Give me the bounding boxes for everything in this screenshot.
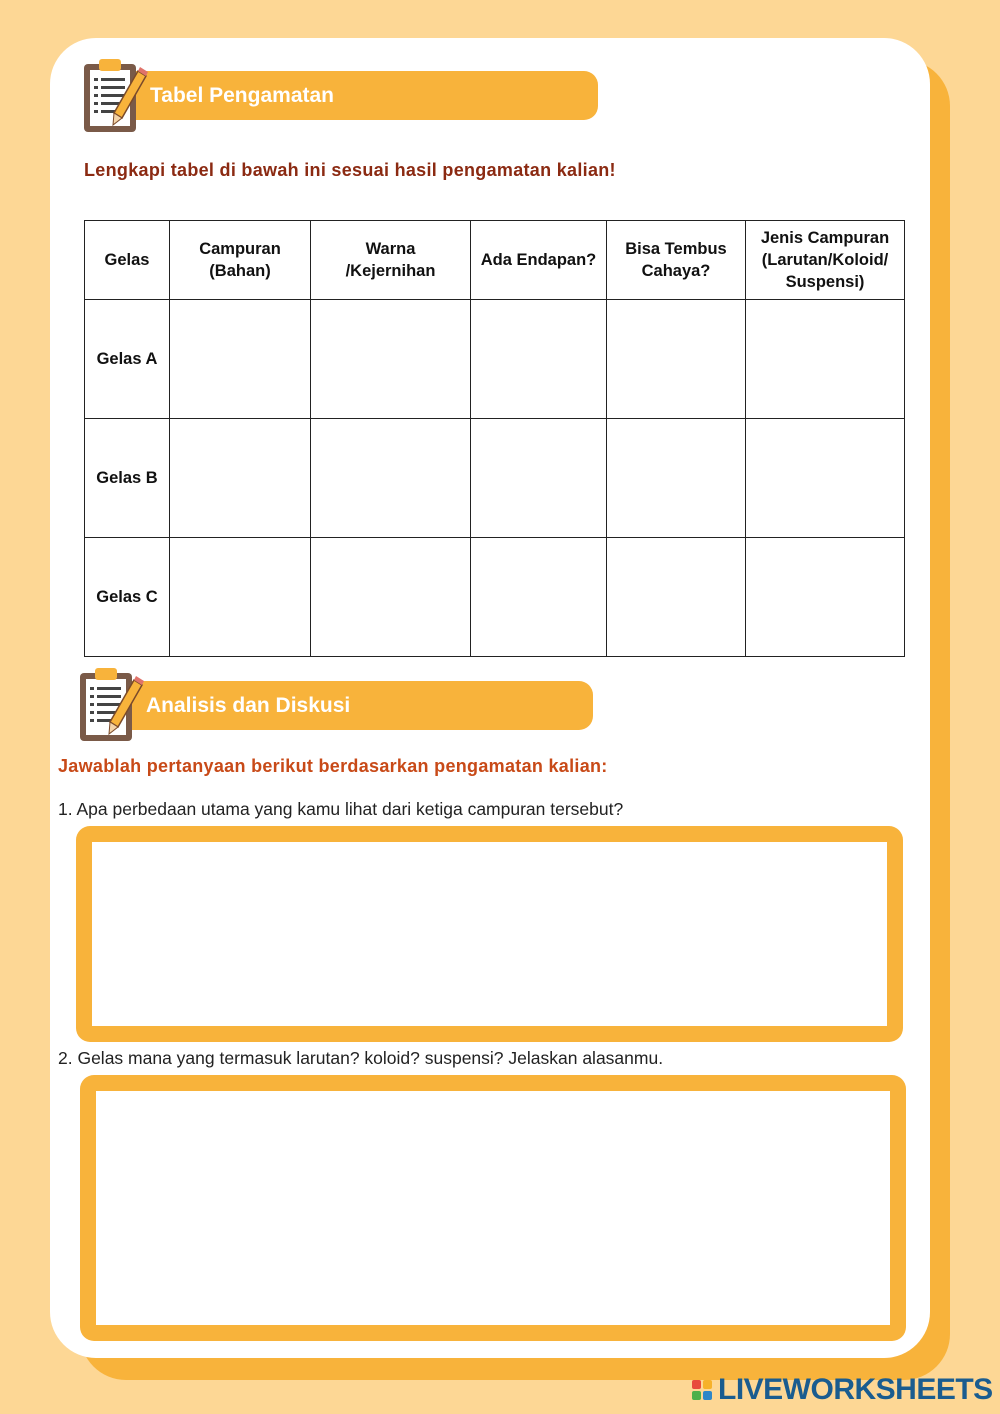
table-cell[interactable] xyxy=(311,300,471,419)
table-cell[interactable] xyxy=(471,419,607,538)
row-label-gelas-c: Gelas C xyxy=(85,538,170,657)
section1-title: Tabel Pengamatan xyxy=(150,84,334,107)
liveworksheets-logo-icon xyxy=(692,1380,712,1400)
section1-instruction: Lengkapi tabel di bawah ini sesuai hasil pengamatan kalian! xyxy=(84,160,616,180)
clipboard-pencil-icon xyxy=(76,664,146,744)
table-cell[interactable] xyxy=(746,300,905,419)
row-label-gelas-b: Gelas B xyxy=(85,419,170,538)
question-1: 1. Apa perbedaan utama yang kamu lihat dari ketiga campuran tersebut? xyxy=(58,799,624,819)
clipboard-pencil-icon xyxy=(80,55,150,135)
question-2: 2. Gelas mana yang termasuk larutan? koloid? suspensi? Jelaskan alasanmu. xyxy=(58,1048,664,1068)
table-cell[interactable] xyxy=(311,419,471,538)
header-warna: Warna /Kejernihan xyxy=(311,221,471,300)
header-tembus-cahaya: Bisa Tembus Cahaya? xyxy=(607,221,746,300)
section2-title: Analisis dan Diskusi xyxy=(146,694,351,717)
table-cell[interactable] xyxy=(746,419,905,538)
table-cell[interactable] xyxy=(471,300,607,419)
header-campuran: Campuran (Bahan) xyxy=(170,221,311,300)
section1-banner xyxy=(84,71,598,120)
row-label-gelas-a: Gelas A xyxy=(85,300,170,419)
table-cell[interactable] xyxy=(170,538,311,657)
table-cell[interactable] xyxy=(607,300,746,419)
section2-instruction: Jawablah pertanyaan berikut berdasarkan pengamatan kalian: xyxy=(58,756,608,776)
watermark-text: LIVEWORKSHEETS xyxy=(718,1373,993,1406)
answer-box-2[interactable] xyxy=(80,1075,906,1341)
observation-table xyxy=(84,220,905,657)
section2-banner xyxy=(80,681,593,730)
table-cell[interactable] xyxy=(607,538,746,657)
table-header-row xyxy=(85,221,905,300)
table-cell[interactable] xyxy=(170,419,311,538)
table-cell[interactable] xyxy=(471,538,607,657)
answer-box-1[interactable] xyxy=(76,826,903,1042)
table-row xyxy=(85,419,905,538)
header-gelas: Gelas xyxy=(85,221,170,300)
liveworksheets-watermark xyxy=(692,1374,993,1406)
table-cell[interactable] xyxy=(170,300,311,419)
table-cell[interactable] xyxy=(311,538,471,657)
table-row xyxy=(85,538,905,657)
table-row xyxy=(85,300,905,419)
table-cell[interactable] xyxy=(607,419,746,538)
header-jenis-campuran: Jenis Campuran (Larutan/Koloid/ Suspensi) xyxy=(746,221,905,300)
header-endapan: Ada Endapan? xyxy=(471,221,607,300)
table-cell[interactable] xyxy=(746,538,905,657)
